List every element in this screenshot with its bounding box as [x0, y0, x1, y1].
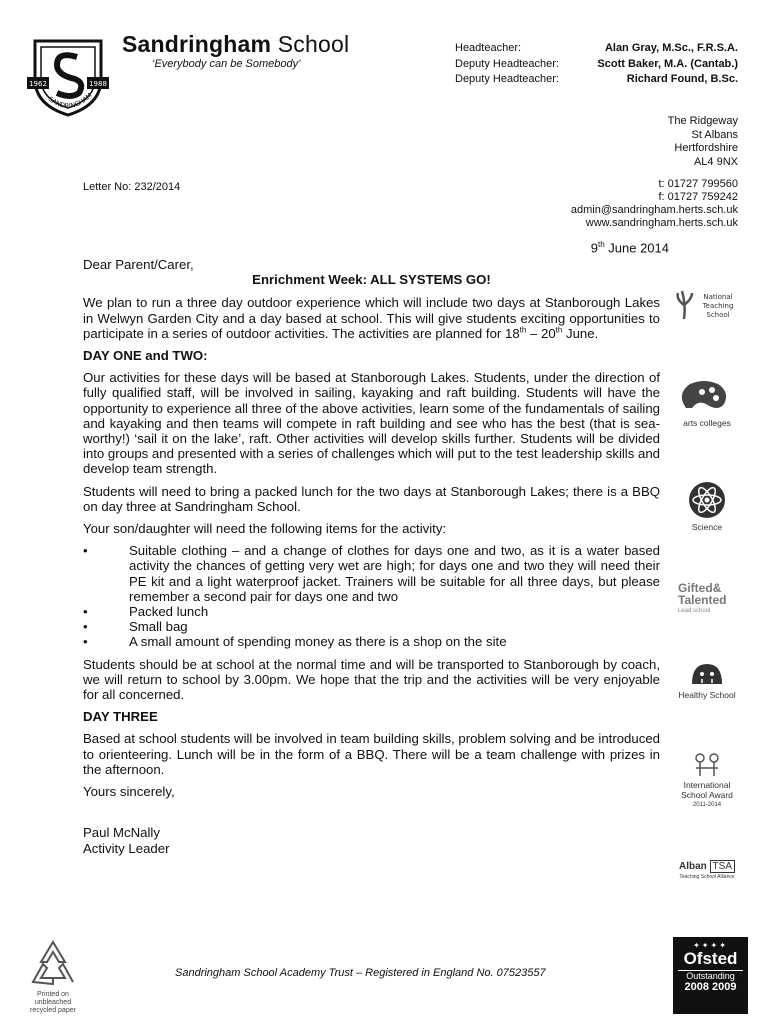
crest-text: SANDRINGHAM	[46, 91, 94, 111]
items-intro: Your son/daughter will need the following items for the activity:	[83, 521, 447, 537]
day-one-heading: DAY ONE and TWO:	[83, 348, 208, 364]
lunch-paragraph: Students will need to bring a packed lunch for the two days at Stanborough Lakes; there is a BBQ on day three at Sandringham School.	[83, 483, 660, 514]
healthy-school-label: Healthy School	[678, 690, 736, 700]
list-item: • Small bag	[83, 619, 660, 634]
science-logo	[672, 480, 742, 532]
school-name: Sandringham School	[122, 31, 350, 57]
transport-paragraph: Students should be at school at the normal time and will be transported to Stanborough by coach, we will return to school by 3.00pm. We hope that the trip and the activities will be very enjoyable for all concerned.	[83, 656, 660, 703]
staff-role: Deputy Headteacher:	[455, 73, 559, 85]
science-label: Science	[691, 522, 723, 532]
stars-icon: ✦✦✦✦	[693, 941, 728, 950]
national-teaching-school-logo	[672, 287, 742, 325]
staff-roles	[455, 41, 559, 88]
list-item: • Suitable clothing – and a change of clothes for days one and two, as it is a water based activity the chances of getting very wet are high; for days one and two they will need their PE kit and a light waterproof jacket. Trainers will be suitable for all three days, but please remember a second pair for days one and two	[83, 543, 660, 604]
intro-paragraph: We plan to run a three day outdoor experience which will include two days at Stanborough Lakes in Welwyn Garden City and a day based at school. This will give students exciting opportunities to participate in a series of outdoor activities. The activities are planned for 18th – 20th June.	[83, 295, 660, 341]
letter-date: 9th June 2014	[590, 240, 669, 256]
school-motto: ‘Everybody can be Somebody’	[152, 58, 301, 70]
letter-number: Letter No: 232/2014	[83, 181, 181, 193]
fax: f: 01727 759242	[658, 191, 738, 203]
signatory-name: Paul McNally	[83, 825, 160, 841]
staff-name: Richard Found, B.Sc.	[626, 73, 738, 85]
email: admin@sandringham.herts.sch.uk	[570, 204, 738, 216]
staff-role: Deputy Headteacher:	[455, 57, 559, 70]
staff-name: Alan Gray, M.Sc., F.R.S.A.	[604, 42, 738, 54]
salutation: Dear Parent/Carer,	[83, 257, 194, 272]
day-one-paragraph: Our activities for these days will be based at Stanborough Lakes. Students, under the direction of fully qualified staff, will be involved in sailing, kayaking and raft building. Students will have the opportunity to experience all three of the above activities, learn some of the fundamentals of sailing and kayaking and then teams will compete in raft building and see who has the best (that is sea-worthy!) ‘sail it on the lake’, raft. Other activities will develop skills further. Students will be divided into groups and presented with a series of challenges which will put to the test leadership skills and develop team strength.	[83, 370, 660, 477]
international-school-award-logo: International School Award 2011-2014	[672, 748, 742, 810]
svg-text:Teaching: Teaching	[702, 302, 734, 310]
recycle-icon	[25, 938, 81, 988]
arts-colleges-logo	[672, 378, 742, 428]
staff-names	[560, 41, 738, 88]
items-list	[83, 543, 660, 649]
day-three-heading: DAY THREE	[83, 709, 158, 725]
day-three-paragraph: Based at school students will be involved in team building skills, problem solving and be introduced to orienteering. Lunch will be in the form of a BBQ. There will be a team challenge with prizes in the afternoon.	[83, 731, 660, 777]
list-item: • Packed lunch	[83, 604, 660, 619]
svg-text:School: School	[706, 311, 730, 319]
contact-details	[520, 178, 738, 230]
school-address: The Ridgeway St Albans Hertfordshire AL4 9NX	[667, 115, 738, 168]
letter-body	[83, 257, 660, 863]
recycled-paper-mark: Printed on unbleached recycled paper	[22, 938, 84, 1018]
ofsted-logo: ✦✦✦✦ Ofsted Outstanding 2008 2009	[673, 937, 748, 1014]
letter-title: Enrichment Week: ALL SYSTEMS GO!	[252, 272, 491, 288]
healthy-school-logo	[672, 660, 742, 700]
crest-year-left: 1962	[29, 80, 47, 88]
school-crest	[27, 35, 109, 117]
staff-role: Headteacher:	[455, 42, 522, 54]
crest-year-right: 1988	[89, 80, 107, 88]
footer-registration: Sandringham School Academy Trust – Registered in England No. 07523557	[175, 967, 546, 979]
closing: Yours sincerely,	[83, 784, 175, 800]
website: www.sandringham.herts.sch.uk	[585, 217, 738, 229]
alban-tsa-logo: Alban TSA Teaching School Alliance	[678, 861, 735, 880]
phone: t: 01727 799560	[658, 178, 738, 190]
staff-name: Scott Baker, M.A. (Cantab.)	[597, 57, 738, 70]
arts-colleges-label: arts colleges	[683, 418, 731, 428]
svg-text:National: National	[703, 293, 733, 301]
gifted-talented-logo: Gifted& Talented Lead school	[678, 581, 727, 614]
list-item: • A small amount of spending money as there is a shop on the site	[83, 634, 660, 649]
signatory-role: Activity Leader	[83, 840, 170, 856]
